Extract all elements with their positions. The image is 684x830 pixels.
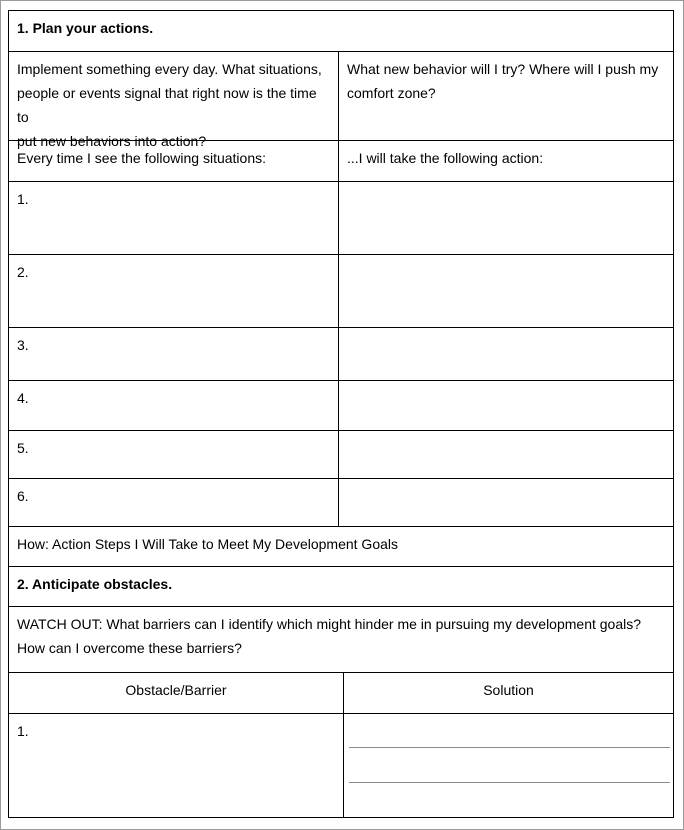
action-cell-6[interactable]: [339, 479, 673, 526]
actions-header: ...I will take the following action:: [347, 150, 544, 166]
intro-right-line1: What new behavior will I try? Where will I push my: [347, 61, 659, 77]
development-plan-form: [8, 10, 674, 818]
table-row: [9, 714, 673, 817]
action-cell-4[interactable]: [339, 381, 673, 430]
section2-heading: 2. Anticipate obstacles.: [17, 576, 173, 592]
watch-out-cell: [9, 607, 673, 672]
section1-heading-row: [9, 11, 673, 52]
situation-cell-3[interactable]: 3.: [9, 328, 339, 380]
table-row: [9, 182, 673, 255]
solution-cell-1[interactable]: [344, 714, 673, 817]
obstacle-header: Obstacle/Barrier: [9, 673, 344, 713]
solution-header: Solution: [483, 682, 534, 698]
how-label: How: Action Steps I Will Take to Meet My Development Goals: [17, 536, 399, 552]
how-row: [9, 527, 673, 567]
action-cell-5[interactable]: [339, 431, 673, 478]
action-cell-1[interactable]: [339, 182, 673, 254]
section1-intro-row: [9, 52, 673, 149]
obstacle-cell-1[interactable]: 1.: [9, 714, 344, 817]
table-row: [9, 479, 673, 527]
watch-out-row: [9, 607, 673, 673]
intro-left-line1: Implement something every day. What situations,: [17, 61, 322, 77]
action-cell-2[interactable]: [339, 255, 673, 327]
table-row: [9, 381, 673, 431]
table-row: [9, 328, 673, 381]
situation-cell-5[interactable]: 5.: [9, 431, 339, 478]
action-cell-3[interactable]: [339, 328, 673, 380]
intro-right-cell: [339, 52, 673, 140]
solution-line-1: [349, 747, 670, 748]
situations-header: Every time I see the following situations:: [9, 141, 339, 181]
intro-left-cell: [9, 52, 339, 149]
table-row: [9, 431, 673, 479]
situation-cell-4[interactable]: 4.: [9, 381, 339, 430]
watch-out-line1: WATCH OUT: What barriers can I identify which might hinder me in pursuing my development goals?: [17, 616, 642, 632]
intro-left-line3: put new behaviors into action?: [17, 133, 207, 149]
situation-cell-1[interactable]: 1.: [9, 182, 339, 254]
section1-column-header-row: [9, 141, 673, 182]
section1-heading: 1. Plan your actions.: [17, 20, 154, 36]
situation-cell-6[interactable]: 6.: [9, 479, 339, 526]
situation-cell-2[interactable]: 2.: [9, 255, 339, 327]
solution-line-2: [349, 782, 670, 783]
obstacle-header-row: [9, 673, 673, 714]
watch-out-line2: How can I overcome these barriers?: [17, 640, 242, 656]
table-row: [9, 255, 673, 328]
section2-heading-row: [9, 567, 673, 607]
intro-right-line2: comfort zone?: [347, 85, 436, 101]
intro-left-line2: people or events signal that right now is the time to: [17, 85, 317, 125]
